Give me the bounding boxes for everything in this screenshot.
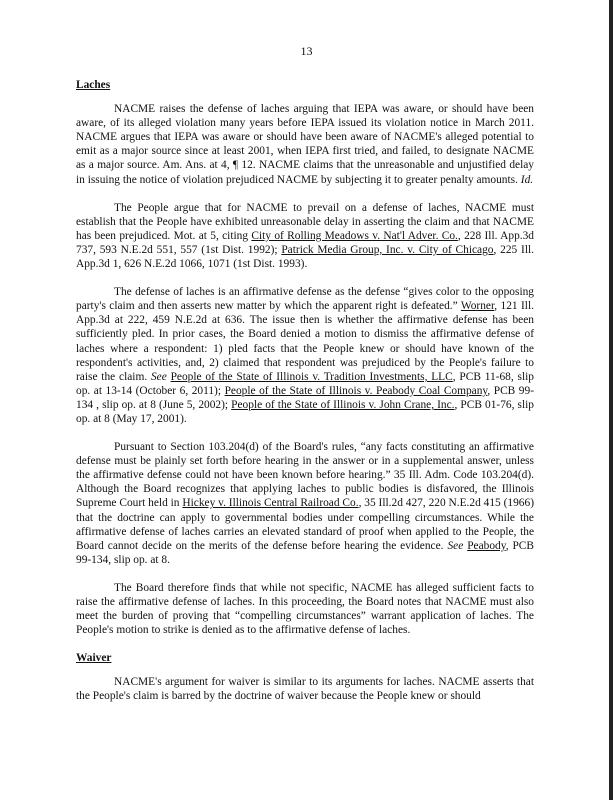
- text-run: NACME's argument for waiver is similar to its arguments for laches. NACME asserts that the People's claim is barred by the doctrine of waiver because the People knew or should: [76, 676, 534, 703]
- text-run: NACME raises the defense of laches arguing that IEPA was aware, or should have been aware, of its alleged violation many years before IEPA issued its violation notice in March 2011. NACME argues that IEPA was aware or should have been aware of NACME's alleged potential to emit as a major source since at least 2001, when IEPA first tried, and failed, to designate NACME as a major source. Am. Ans. at 4, ¶ 12. NACME claims that the unreasonable and unjustified delay in issuing the notice of violation prejudiced NACME by subjecting it to greater penalty amounts.: [76, 103, 534, 186]
- case-citation: City of Rolling Meadows v. Nat'l Adver. Co.: [251, 229, 458, 242]
- text-run: , PCB 99-134, slip op. at 8.: [76, 539, 534, 566]
- case-citation: People of the State of Illinois v. Peabody Coal Company: [224, 384, 488, 397]
- text-run: , PCB 01-76, slip op. at 8 (May 17, 2001).: [76, 398, 534, 425]
- paragraph: [76, 440, 534, 567]
- paragraph: [76, 285, 534, 426]
- section-heading-waiver: Waiver: [76, 652, 112, 665]
- italic-text: See: [447, 539, 464, 552]
- text-run: , PCB 11-68, slip op. at 13-14 (October 6, 2011);: [76, 370, 534, 397]
- case-citation: Hickey v. Illinois Central Railroad Co.: [182, 497, 359, 510]
- italic-text: Id.: [520, 173, 534, 186]
- document-body: [76, 78, 534, 718]
- case-citation: People of the State of Illinois v. Tradition Investments, LLC: [170, 370, 453, 383]
- case-citation: Worner: [460, 300, 495, 313]
- text-run: , 225 Ill. App.3d 1, 626 N.E.2d 1066, 1071 (1st Dist. 1993).: [76, 243, 534, 271]
- text-run: , 35 Ill.2d 427, 220 N.E.2d 415 (1966) that the doctrine can apply to governmental bodies under compelling circumstances. While the affirmative defense of laches carries an elevated standard of proof when applied to the People, the Board cannot decide on the merits of the defense before hearing the evidence.: [76, 497, 534, 552]
- text-run: The Board therefore finds that while not specific, NACME has alleged sufficient facts to raise the affirmative defense of laches. In this proceeding, the Board notes that NACME must also meet the burden of proving that “compelling circumstances” warrant application of laches. The People's motion to strike is denied as to the affirmative defense of laches.: [76, 581, 534, 637]
- text-run: The People argue that for NACME to prevail on a defense of laches, NACME must establish that the People have exhibited unreasonable delay in asserting the claim and that NACME has been prejudiced. Mot. at 5, citing: [76, 201, 534, 242]
- paragraph: [76, 102, 534, 187]
- section-heading-laches: Laches: [76, 79, 111, 91]
- page-number: 13: [300, 44, 313, 58]
- text-run: , PCB 99-134 , slip op. at 8 (June 5, 2002);: [76, 384, 534, 411]
- text-run: , 228 Ill. App.3d 737, 593 N.E.2d 551, 557 (1st Dist. 1992);: [76, 229, 534, 256]
- text-run: Pursuant to Section 103.204(d) of the Board's rules, “any facts constituting an affirmative defense must be plainly set forth before hearing in the answer or in a supplemental answer, unless the affirmative defense could not have been known before hearing.” 35 Ill. Adm. Code 103.204(d). Although the Board recognizes that applying laches to public bodies is disfavored, the Illinois Supreme Court held in: [76, 441, 534, 510]
- paragraph: [76, 675, 534, 703]
- italic-text: See: [150, 370, 167, 383]
- scan-edge: [609, 0, 613, 800]
- text-run: The defense of laches is an affirmative defense as the defense “gives color to the opposing party's claim and then asserts new matter by which the apparent right is defeated.”: [76, 286, 534, 313]
- case-citation: Patrick Media Group, Inc. v. City of Chicago: [281, 243, 494, 256]
- case-citation: People of the State of Illinois v. John Crane, Inc.: [231, 398, 455, 411]
- paragraph: [76, 581, 534, 637]
- case-citation: Peabody: [467, 539, 506, 552]
- paragraph: [76, 201, 534, 271]
- text-run: , 121 Ill. App.3d at 222, 459 N.E.2d at 636. The issue then is whether the affirmative defense has been sufficiently pled. In prior cases, the Board denied a motion to dismiss the affirmative defense of laches where a respondent: 1) pled facts that the People knew or should have known of the respondent's activities, and, 2) claimed that respondent was prejudiced by the People's failure to raise the claim.: [76, 300, 534, 383]
